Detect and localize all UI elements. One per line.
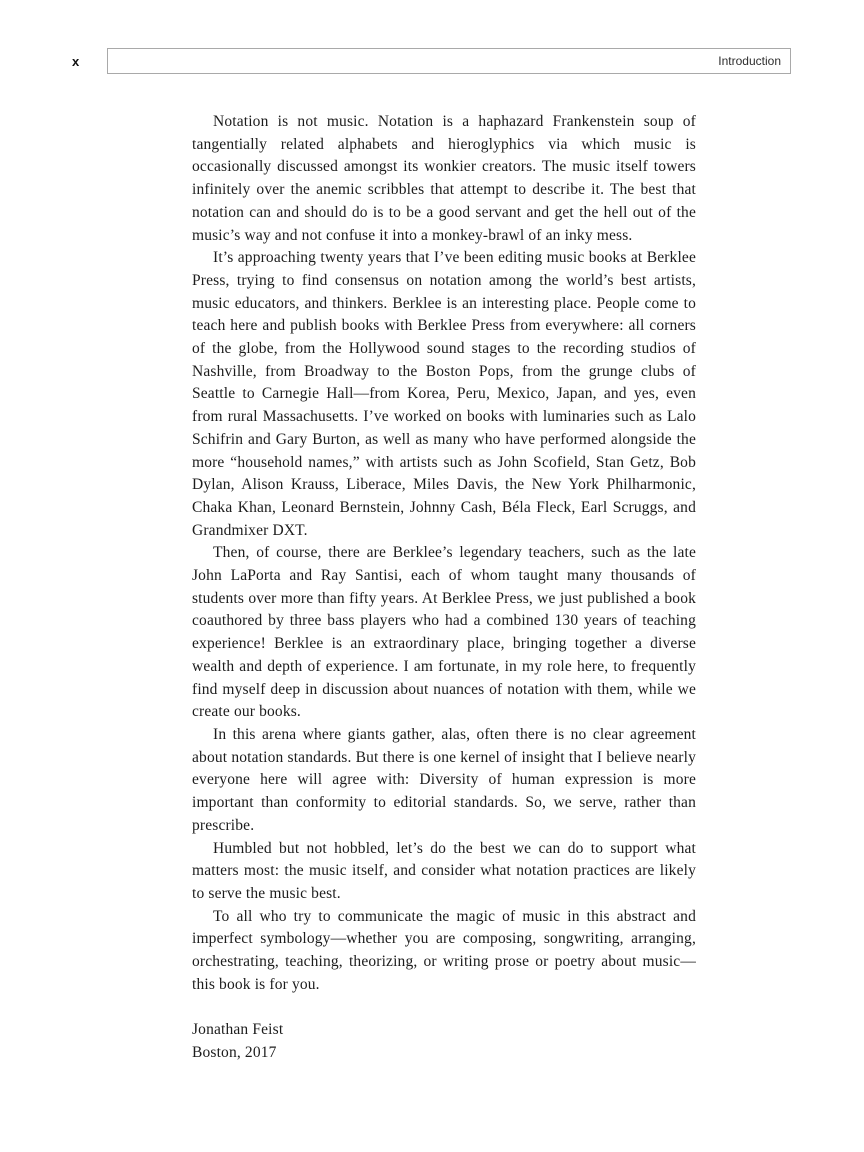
paragraph: Then, of course, there are Berklee’s legendary teachers, such as the late John LaPorta and Ray Santisi, each of whom taught many thousands of students over more than fifty years. At Berklee Press, we just published a book coauthored by three bass players who had a combined 130 years of teaching experience! Berklee is an extraordinary place, bringing together a diverse wealth and depth of experience. I am fortunate, in my role here, to frequently find myself deep in discussion about nuances of notation with them, while we create our books.	[192, 544, 696, 721]
paragraph: Notation is not music. Notation is a haphazard Frankenstein soup of tangentially related alphabets and hieroglyphics via which music is occasionally discussed amongst its wonkier creators. The music itself towers infinitely over the anemic scribbles that attempt to describe it. The best that notation can and should do is to be a good servant and get the hell out of the music’s way and not confuse it into a monkey-brawl of an inky mess.	[192, 113, 696, 244]
paragraph: It’s approaching twenty years that I’ve been editing music books at Berklee Press, trying to find consensus on notation among the world’s best artists, music educators, and thinkers. Berklee is an interesting place. People come to teach here and publish books with Berklee Press from everywhere: all corners of the globe, from the Hollywood sound stages to the recording studios of Nashville, from Broadway to the Boston Pops, from the grunge clubs of Seattle to Carnegie Hall—from Korea, Peru, Mexico, Japan, and yes, even from rural Massachusetts. I’ve worked on books with luminaries such as Lalo Schifrin and Gary Burton, as well as many who have performed alongside the more “household names,” with artists such as John Scofield, Stan Getz, Bob Dylan, Alison Krauss, Liberace, Miles Davis, the New York Philharmonic, Chaka Khan, Leonard Bernstein, Johnny Cash, Béla Fleck, Earl Scruggs, and Grandmixer DXT.	[192, 249, 696, 539]
page-number: x	[72, 53, 80, 69]
paragraph: In this arena where giants gather, alas, often there is no clear agreement about notation standards. But there is one kernel of insight that I believe nearly everyone here will agree with: Diversity of human expression is more important than conformity to editorial standards. So, we serve, rather than prescribe.	[192, 725, 696, 834]
signature-place-date: Boston, 2017	[192, 1044, 277, 1062]
signature-name: Jonathan Feist	[192, 1021, 284, 1039]
paragraph: To all who try to communicate the magic of music in this abstract and imperfect symbology—whether you are composing, songwriting, arranging, orchestrating, teaching, theorizing, or writing prose or poetry about music—this book is for you.	[192, 907, 696, 993]
running-head-box	[107, 48, 791, 74]
signature-block	[192, 1019, 696, 1064]
paragraph: Humbled but not hobbled, let’s do the best we can do to support what matters most: the music itself, and consider what notation practices are likely to serve the music best.	[192, 839, 696, 902]
page-body	[192, 111, 696, 1065]
chapter-title: Introduction	[718, 54, 781, 68]
page-header	[68, 48, 791, 74]
